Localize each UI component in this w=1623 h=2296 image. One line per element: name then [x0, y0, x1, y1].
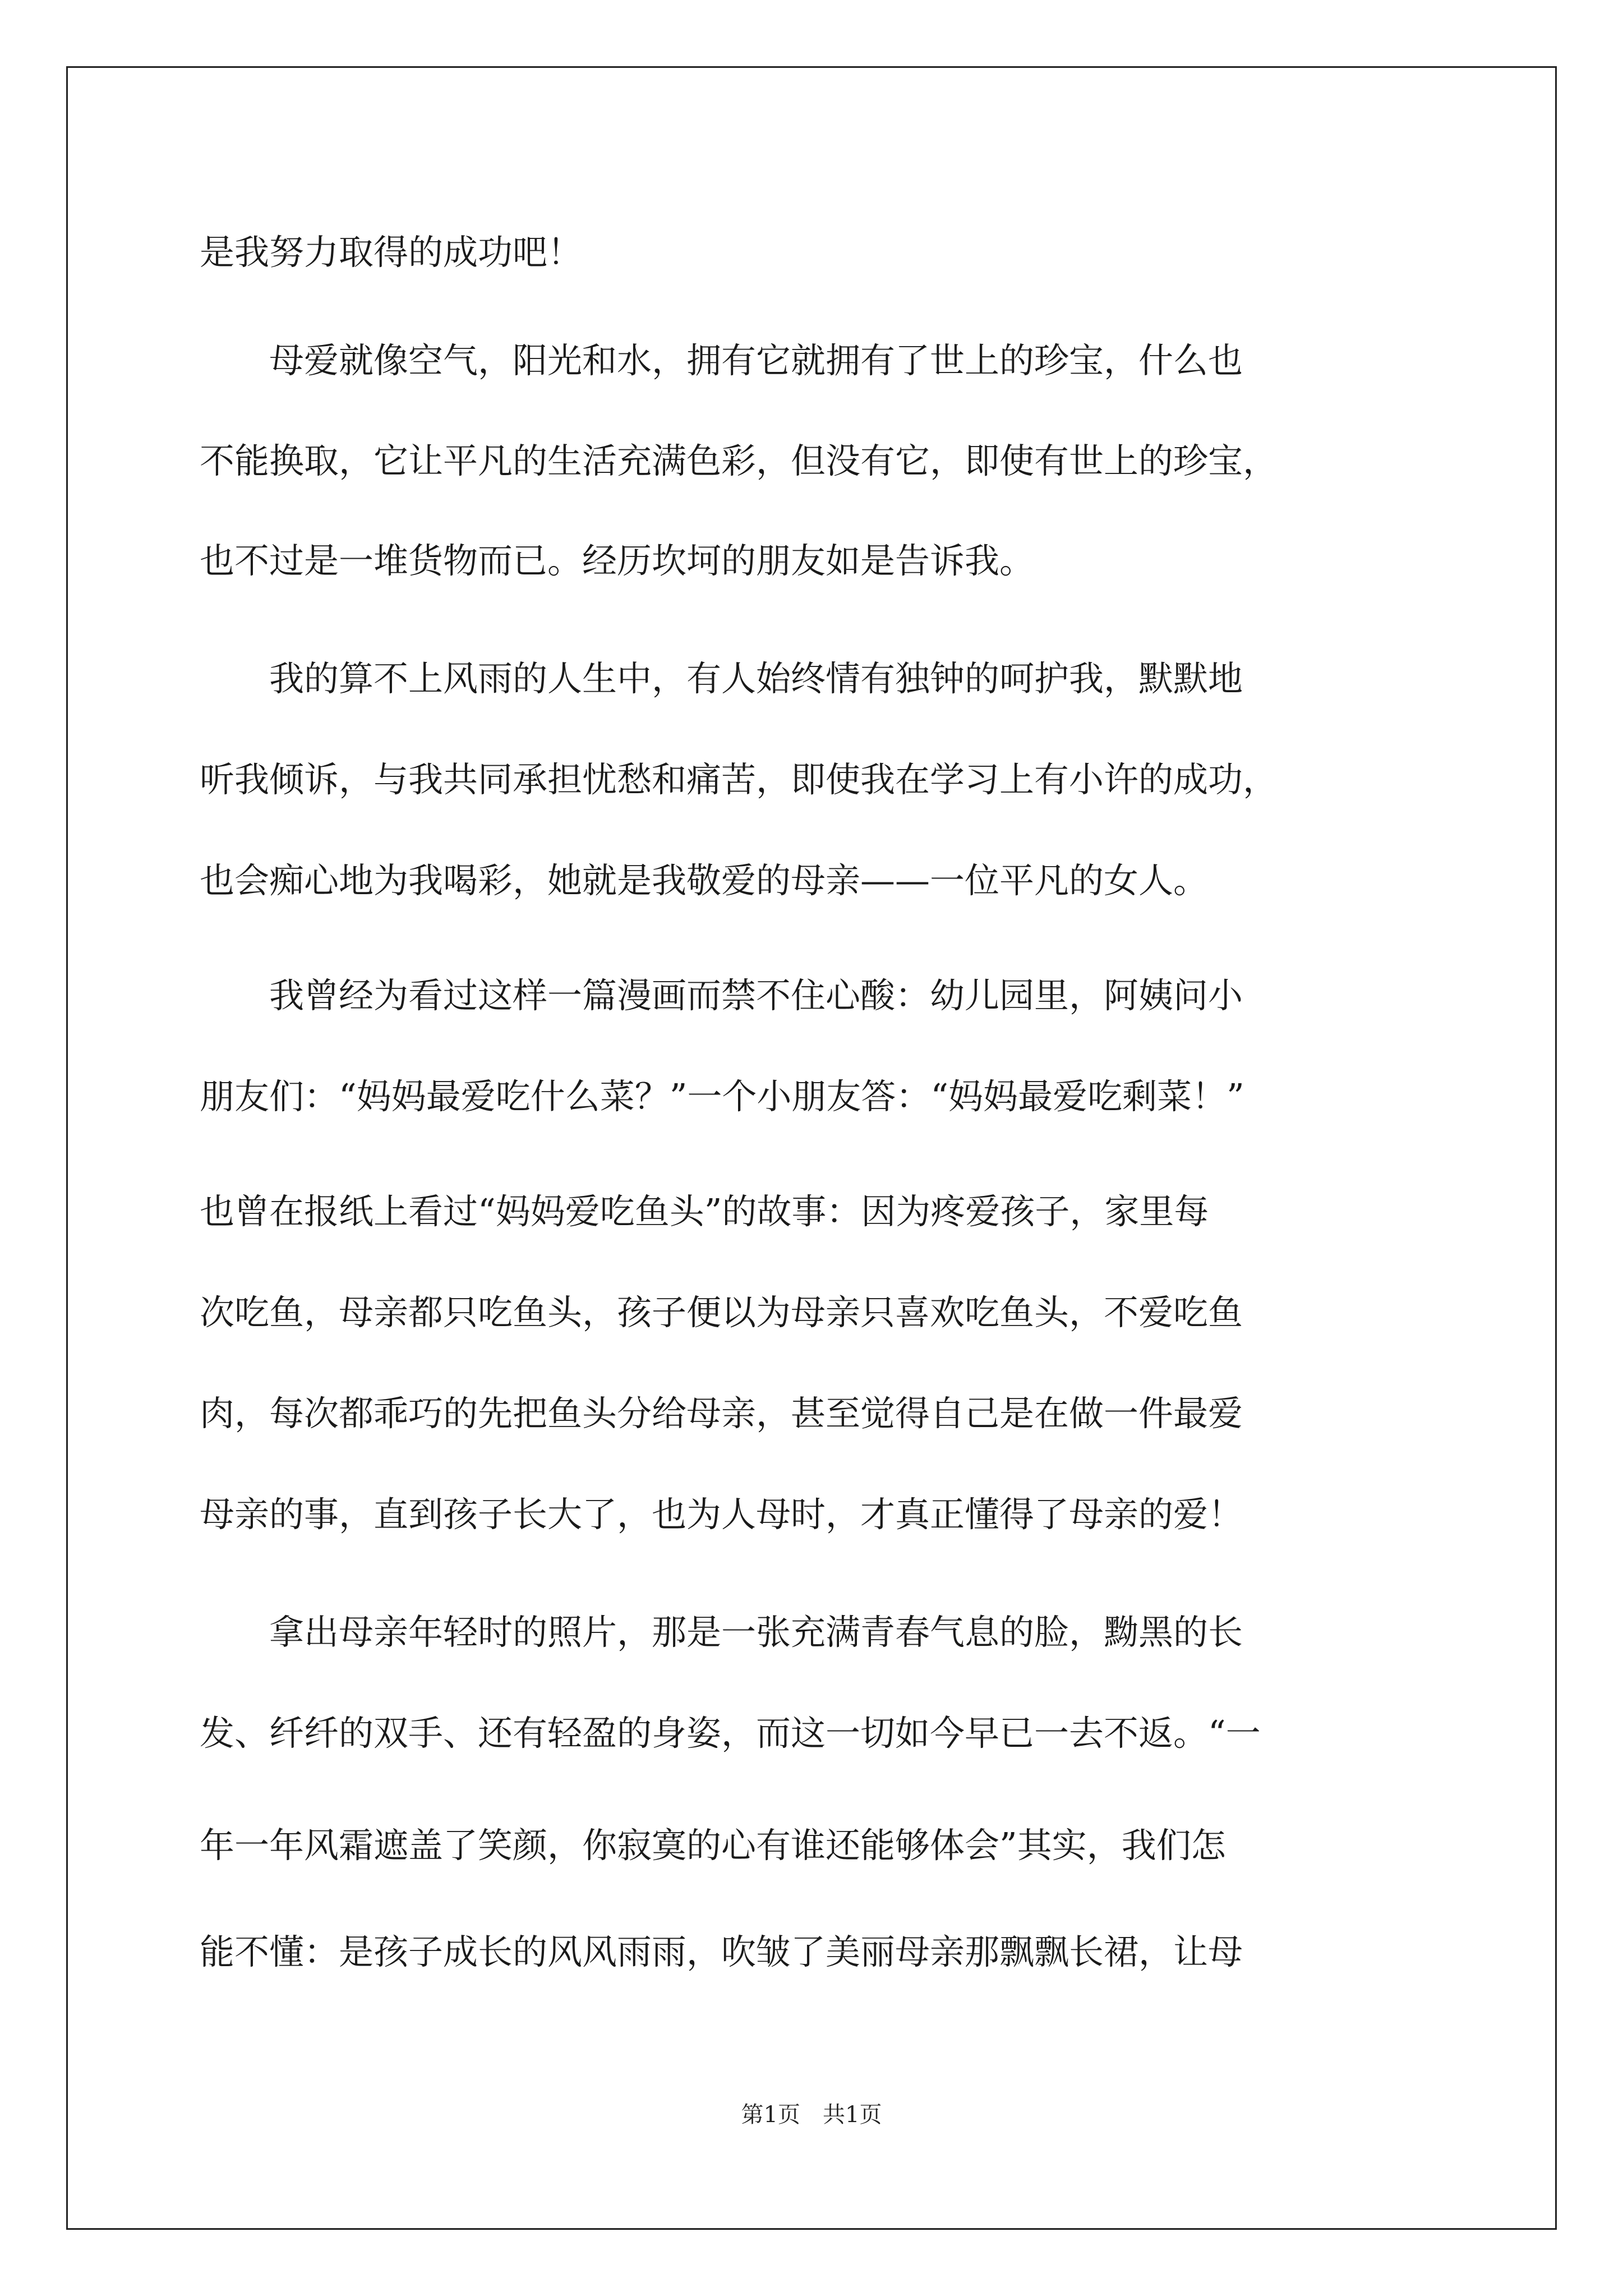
page-border	[66, 66, 1557, 2230]
text-line-4: 也不过是一堆货物而已。经历坎坷的朋友如是告诉我。	[200, 540, 1035, 581]
text-line-17: 能不懂：是孩子成长的风风雨雨，吹皱了美丽母亲那飘飘长裙，让母	[200, 1931, 1243, 1972]
page-footer: 第1页 共1页	[741, 2102, 882, 2128]
text-line-11: 次吃鱼，母亲都只吃鱼头，孩子便以为母亲只喜欢吃鱼头，不爱吃鱼	[200, 1292, 1243, 1333]
text-line-12: 肉，每次都乖巧的先把鱼头分给母亲，甚至觉得自己是在做一件最爱	[200, 1393, 1243, 1434]
text-line-6: 听我倾诉，与我共同承担忧愁和痛苦，即使我在学习上有小许的成功，	[200, 759, 1278, 800]
text-line-9: 朋友们：“妈妈最爱吃什么菜？”一个小朋友答：“妈妈最爱吃剩菜！”	[200, 1076, 1244, 1117]
text-line-5: 我的算不上风雨的人生中，有人始终情有独钟的呵护我，默默地	[200, 658, 1243, 699]
text-line-7: 也会痴心地为我喝彩，她就是我敬爱的母亲——一位平凡的女人。	[200, 860, 1209, 901]
text-line-15: 发、纤纤的双手、还有轻盈的身姿，而这一切如今早已一去不返。“一	[200, 1713, 1261, 1754]
text-line-13: 母亲的事，直到孩子长大了，也为人母时，才真正懂得了母亲的爱！	[200, 1494, 1243, 1535]
text-line-14: 拿出母亲年轻时的照片，那是一张充满青春气息的脸，黝黑的长	[200, 1612, 1243, 1653]
text-line-2: 母爱就像空气，阳光和水，拥有它就拥有了世上的珍宝，什么也	[200, 340, 1243, 381]
text-line-10: 也曾在报纸上看过“妈妈爱吃鱼头”的故事：因为疼爱孩子，家里每	[200, 1191, 1209, 1232]
text-line-1: 是我努力取得的成功吧！	[200, 232, 583, 273]
text-line-3: 不能换取，它让平凡的生活充满色彩，但没有它，即使有世上的珍宝，	[200, 440, 1278, 481]
text-line-8: 我曾经为看过这样一篇漫画而禁不住心酸：幼儿园里，阿姨问小	[200, 975, 1243, 1016]
text-line-16: 年一年风霜遮盖了笑颜，你寂寞的心有谁还能够体会”其实，我们怎	[200, 1825, 1226, 1866]
